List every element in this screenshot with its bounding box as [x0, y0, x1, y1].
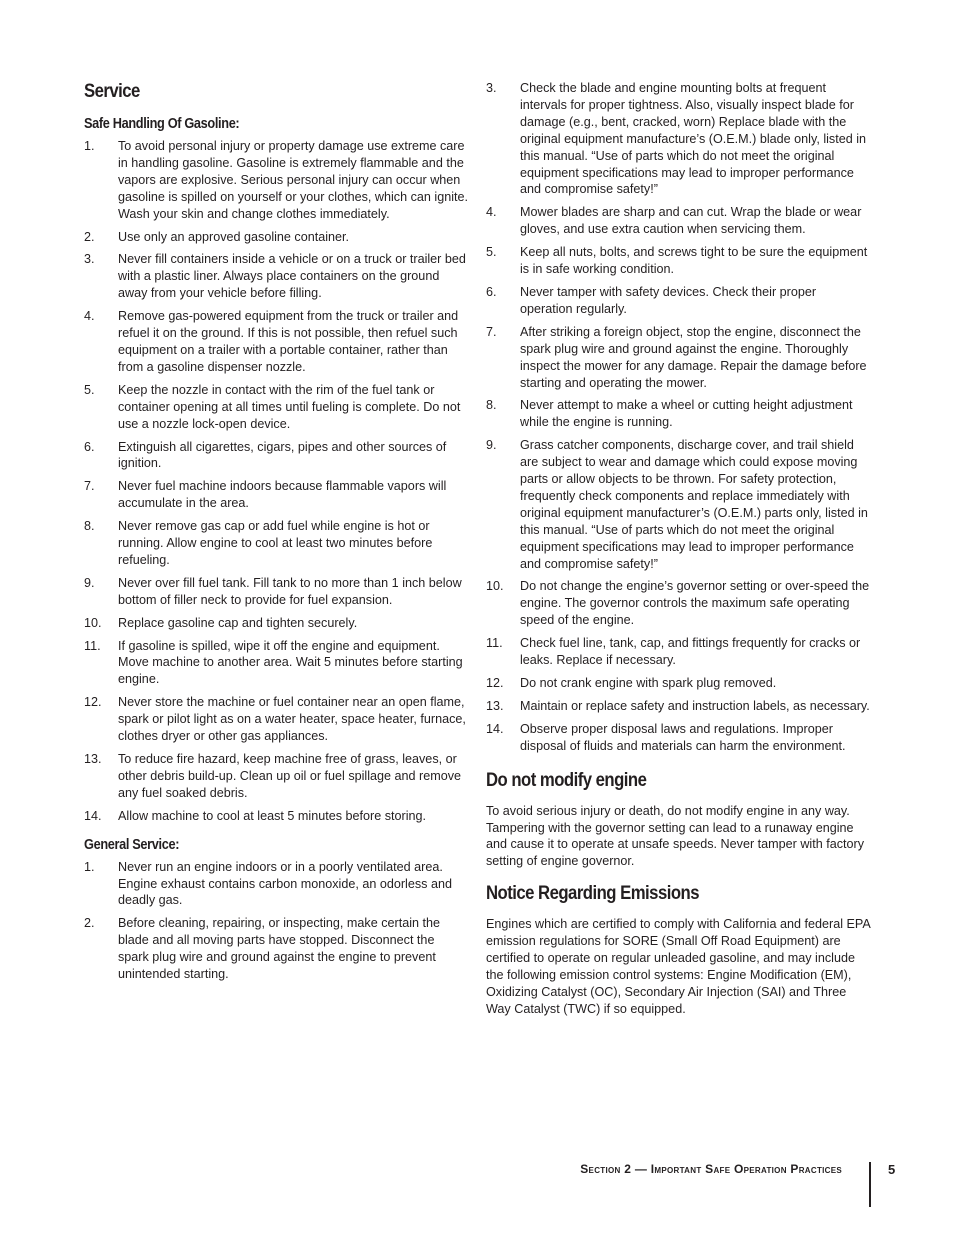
list-item-text: Never tamper with safety devices. Check their proper operation regularly.: [520, 284, 817, 316]
list-item-number: 5.: [486, 245, 497, 260]
list-item-number: 8.: [84, 519, 95, 534]
footer-divider: [869, 1162, 871, 1207]
right-column: [486, 80, 872, 1030]
list-item-number: 1.: [84, 139, 95, 153]
list-item-number: 10.: [486, 579, 504, 594]
list-item-text: Do not crank engine with spark plug removed.: [520, 676, 777, 690]
list-item-number: 12.: [84, 695, 102, 710]
list-item-text: Never over fill fuel tank. Fill tank to no more than 1 inch below bottom of filler neck to provide for fuel expansion.: [118, 575, 462, 607]
list-item-text: Remove gas-powered equipment from the truck or trailer and refuel it on the ground. If this is not possible, then refuel such equipment on a trailer with a portable container, rather than from a gasoline dispenser nozzle.: [118, 309, 459, 374]
list-item-text: Do not change the engine’s governor setting or over-speed the engine. The governor controls the maximum safe operating speed of the engine.: [520, 579, 870, 628]
list-item-number: 7.: [84, 479, 95, 494]
list-item-number: 6.: [84, 439, 95, 454]
list-item: [84, 382, 468, 433]
subheading-general-service: General Service:: [84, 836, 180, 853]
list-item-text: Observe proper disposal laws and regulations. Improper disposal of fluids and materials can harm the environment.: [520, 721, 846, 753]
list-item: [486, 284, 872, 318]
list-item: [84, 251, 468, 302]
list-item-text: Check fuel line, tank, cap, and fittings frequently for cracks or leaks. Replace if necessary.: [520, 636, 861, 668]
list-item-number: 13.: [486, 698, 504, 713]
list-item-text: Mower blades are sharp and can cut. Wrap the blade or wear gloves, and use extra caution when servicing them.: [520, 205, 862, 237]
list-item: [486, 437, 872, 572]
list-item: [84, 638, 468, 689]
list-item-text: Never fuel machine indoors because flammable vapors will accumulate in the area.: [118, 479, 447, 511]
list-item: [486, 397, 872, 431]
list-item: [486, 244, 872, 278]
list-item: [84, 478, 468, 512]
list-item: [486, 675, 872, 692]
list-item-number: 7.: [486, 324, 497, 339]
list-item-text: Never store the machine or fuel container near an open flame, spark or pilot light as on a water heater, space heater, furnace, clothes dryer or other gas appliances.: [118, 695, 466, 744]
section-title-emissions: Notice Regarding Emissions: [486, 883, 699, 905]
list-item-text: Never fill containers inside a vehicle or on a truck or trailer bed with a plastic liner. Always place containers on the ground away from your vehicle before filling.: [118, 252, 466, 301]
list-item: [84, 575, 468, 609]
list-item-number: 5.: [84, 382, 95, 397]
list-item: [486, 721, 872, 755]
list-item-text: Allow machine to cool at least 5 minutes before storing.: [118, 808, 427, 823]
list-item-number: 9.: [486, 438, 497, 453]
list-item-number: 14.: [84, 808, 102, 823]
list-item-number: 11.: [486, 636, 503, 651]
list-item-text: If gasoline is spilled, wipe it off the engine and equipment. Move machine to another area. Wait 5 minutes before starting engine.: [118, 638, 463, 687]
list-item-number: 12.: [486, 676, 504, 690]
list-item-text: Never remove gas cap or add fuel while engine is hot or running. Allow engine to cool at least two minutes before refueling.: [118, 519, 433, 567]
list-item: [84, 751, 468, 802]
list-item-text: Replace gasoline cap and tighten securely.: [118, 615, 358, 630]
list-item-number: 3.: [486, 81, 497, 95]
section-title-modify-engine: Do not modify engine: [486, 769, 647, 791]
list-item-number: 10.: [84, 615, 102, 630]
list-item-number: 4.: [84, 309, 95, 324]
list-item: [486, 698, 872, 715]
gasoline-safety-list: [84, 138, 468, 825]
list-item-text: Use only an approved gasoline container.: [118, 229, 350, 244]
list-item: [84, 615, 468, 632]
list-item: [84, 308, 468, 376]
footer-section-label: Section 2 — Important Safe Operation Practices: [580, 1162, 842, 1176]
modify-engine-text: To avoid serious injury or death, do not modify engine in any way. Tampering with the governor setting can lead to a runaway engine and cause it to operate at unsafe speeds. Never tamper with factory setting of engine governor.: [486, 803, 865, 869]
list-item: [84, 138, 468, 223]
section-title-service: Service: [84, 81, 140, 102]
list-item-number: 2.: [84, 229, 95, 244]
left-column: [84, 80, 468, 989]
list-item-text: Maintain or replace safety and instruction labels, as necessary.: [520, 698, 870, 713]
list-item: [486, 204, 872, 238]
list-item: [486, 80, 872, 198]
list-item-number: 3.: [84, 252, 95, 267]
list-item: [84, 439, 468, 473]
list-item: [84, 808, 468, 825]
list-item-number: 14.: [486, 721, 504, 736]
list-item-number: 9.: [84, 575, 95, 590]
list-item-text: Grass catcher components, discharge cover, and trail shield are subject to wear and damage which could expose moving parts or allow objects to be thrown. For safety protection, frequently check components and replace immediately with original equipment manufacturer’s (O.E.M.) parts only, listed in this manual. “Use of parts which do not meet the original equipment specifications may lead to improper performance and compromise safety!”: [520, 438, 868, 571]
list-item: [84, 229, 468, 246]
list-item: [84, 694, 468, 745]
list-item-text: To reduce fire hazard, keep machine free of grass, leaves, or other debris build-up. Clean up oil or fuel spillage and remove any fuel soaked debris.: [118, 752, 462, 800]
list-item-text: Keep the nozzle in contact with the rim of the fuel tank or container opening at all times until fueling is complete. Do not use a nozzle lock-open device.: [118, 382, 461, 431]
list-item-number: 13.: [84, 752, 102, 766]
list-item-number: 1.: [84, 859, 95, 874]
list-item-number: 11.: [84, 638, 101, 653]
page-number: 5: [888, 1162, 896, 1177]
list-item-text: After striking a foreign object, stop the engine, disconnect the spark plug wire and ground against the engine. Thoroughly inspect the mower for any damage. Repair the damage before starting and operating the mower.: [520, 324, 867, 390]
list-item-number: 4.: [486, 205, 497, 220]
list-item: [84, 915, 468, 983]
list-item: [486, 578, 872, 629]
list-item: [84, 518, 468, 569]
list-item: [486, 324, 872, 392]
list-item-text: Check the blade and engine mounting bolts at frequent intervals for proper tightness. Also, visually inspect blade for damage (e.g., bent, cracked, worn) Replace blade with the original equipment manufacture’s (O.E.M.) blade only, listed in this manual. “Use of parts which do not meet the original equipment specifications may lead to improper performance and compromise safety!”: [520, 81, 867, 197]
list-item: [84, 859, 468, 910]
list-item-text: To avoid personal injury or property damage use extreme care in handling gasoline. Gasoline is extremely flammable and the vapors are explosive. Serious personal injury can occur when gasoline is spilled on yourself or your clothes, which can ignite. Wash your skin and change clothes immediately.: [118, 139, 469, 221]
general-service-list-continued: [486, 80, 872, 755]
list-item-number: 6.: [486, 284, 497, 299]
list-item: [486, 635, 872, 669]
list-item-number: 2.: [84, 916, 95, 931]
list-item-number: 8.: [486, 398, 497, 413]
emissions-text: Engines which are certified to comply with California and federal EPA emission regulations for SORE (Small Off Road Equipment) are certified to operate on regular unleaded gasoline, and may include the following emission control systems: Engine Modification (EM), Oxidizing Catalyst (OC), Secondary Air Injection (SAI) and Three Way Catalyst (TWC) if so equipped.: [486, 917, 871, 1016]
list-item-text: Never attempt to make a wheel or cutting height adjustment while the engine is running.: [520, 398, 853, 430]
list-item-text: Keep all nuts, bolts, and screws tight to be sure the equipment is in safe working condition.: [520, 245, 868, 277]
list-item-text: Extinguish all cigarettes, cigars, pipes and other sources of ignition.: [118, 439, 447, 471]
general-service-list: [84, 859, 468, 983]
list-item-text: Never run an engine indoors or in a poorly ventilated area. Engine exhaust contains carbon monoxide, an odorless and deadly gas.: [118, 859, 452, 908]
list-item-text: Before cleaning, repairing, or inspecting, make certain the blade and all moving parts have stopped. Disconnect the spark plug wire and ground against the engine to prevent unintended starting.: [118, 916, 441, 982]
subheading-gasoline: Safe Handling Of Gasoline:: [84, 116, 240, 132]
